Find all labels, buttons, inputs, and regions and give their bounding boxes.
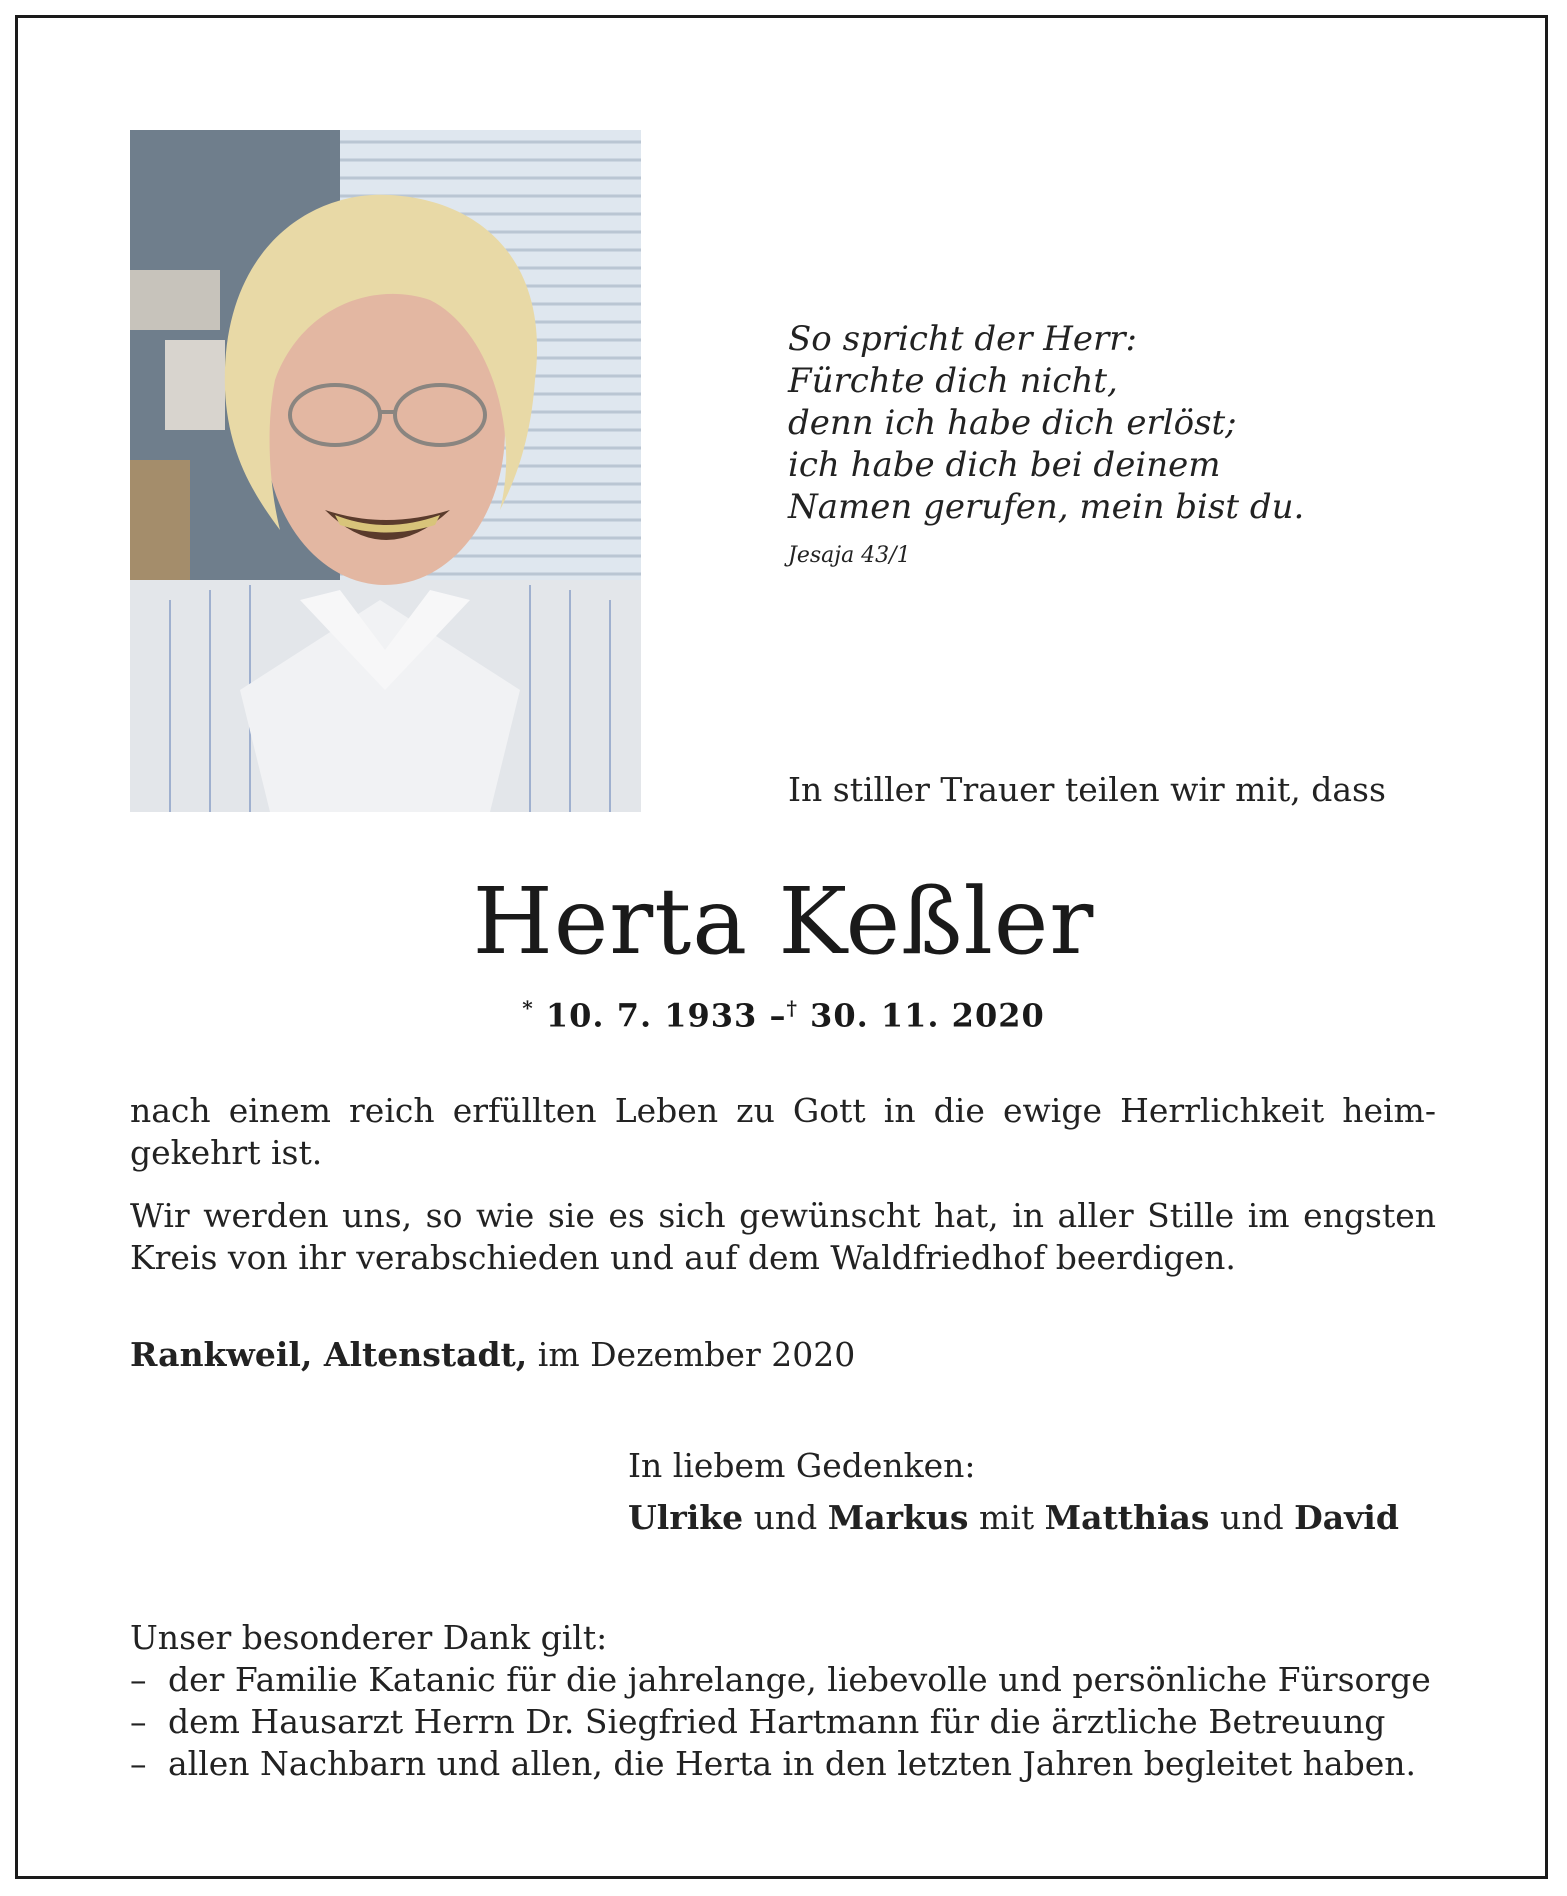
dash: – (130, 1702, 147, 1741)
dash: – (130, 1744, 147, 1783)
mourner-name: David (1294, 1498, 1399, 1537)
quote-line: Fürchte dich nicht, (788, 361, 1118, 401)
thanks-heading: Unser besonderer Dank gilt: (130, 1618, 608, 1657)
mourner-name: Ulrike (628, 1498, 744, 1537)
place-date-line (130, 1335, 855, 1374)
deceased-name: Herta Keßler (472, 868, 1095, 975)
date-separator: – (769, 996, 787, 1035)
life-dates (0, 996, 1567, 1035)
mourner-joiner: und (753, 1498, 818, 1537)
quote-line: So spricht der Herr: (788, 319, 1137, 359)
quote-line: Namen gerufen, mein bist du. (788, 487, 1305, 527)
intro-text: In stiller Trauer teilen wir mit, dass (788, 770, 1386, 809)
mourner-name: Matthias (1044, 1498, 1210, 1537)
birth-date: 10. 7. 1933 (545, 996, 758, 1035)
portrait-photo (130, 130, 641, 812)
quote-line: denn ich habe dich erlöst; (788, 403, 1237, 443)
quote-line: ich habe dich bei deinem (788, 445, 1221, 485)
thanks-item-text: dem Hausarzt Herrn Dr. Siegfried Hartmann für die ärztliche Betreuung (168, 1702, 1386, 1741)
thanks-item (130, 1701, 1431, 1743)
mourners-line (628, 1492, 1399, 1544)
place-date: im Dezember 2020 (537, 1335, 856, 1374)
thanks-item (130, 1743, 1431, 1785)
mourner-name: Markus (827, 1498, 969, 1537)
mourner-joiner: und (1219, 1498, 1284, 1537)
memory-heading: In liebem Gedenken: (628, 1446, 976, 1485)
thanks-item (130, 1659, 1431, 1701)
place-name: Rankweil, Altenstadt, (130, 1335, 528, 1374)
paragraph: nach einem reich erfüllten Leben zu Gott in die ewige Herrlichkeit heimgekehrt ist. (130, 1091, 1436, 1172)
bible-quote (788, 318, 1304, 528)
quote-source: Jesaja 43/1 (788, 543, 911, 568)
thanks-block (130, 1617, 1431, 1785)
thanks-item-text: allen Nachbarn und allen, die Herta in den letzten Jahren begleitet haben. (168, 1744, 1416, 1783)
birth-symbol: * (522, 996, 534, 1020)
death-date: 30. 11. 2020 (810, 996, 1045, 1035)
paragraph: Wir werden uns, so wie sie es sich gewünscht hat, in aller Stille im engsten Kreis von ihr verabschieden und auf dem Waldfriedhof beerdigen. (130, 1196, 1436, 1277)
mourner-joiner: mit (978, 1498, 1035, 1537)
thanks-item-text: der Familie Katanic für die jahrelange, liebevolle und persönliche Fürsorge (168, 1660, 1431, 1699)
death-symbol: † (786, 996, 798, 1020)
dash: – (130, 1660, 147, 1699)
memory-block (628, 1440, 1399, 1544)
